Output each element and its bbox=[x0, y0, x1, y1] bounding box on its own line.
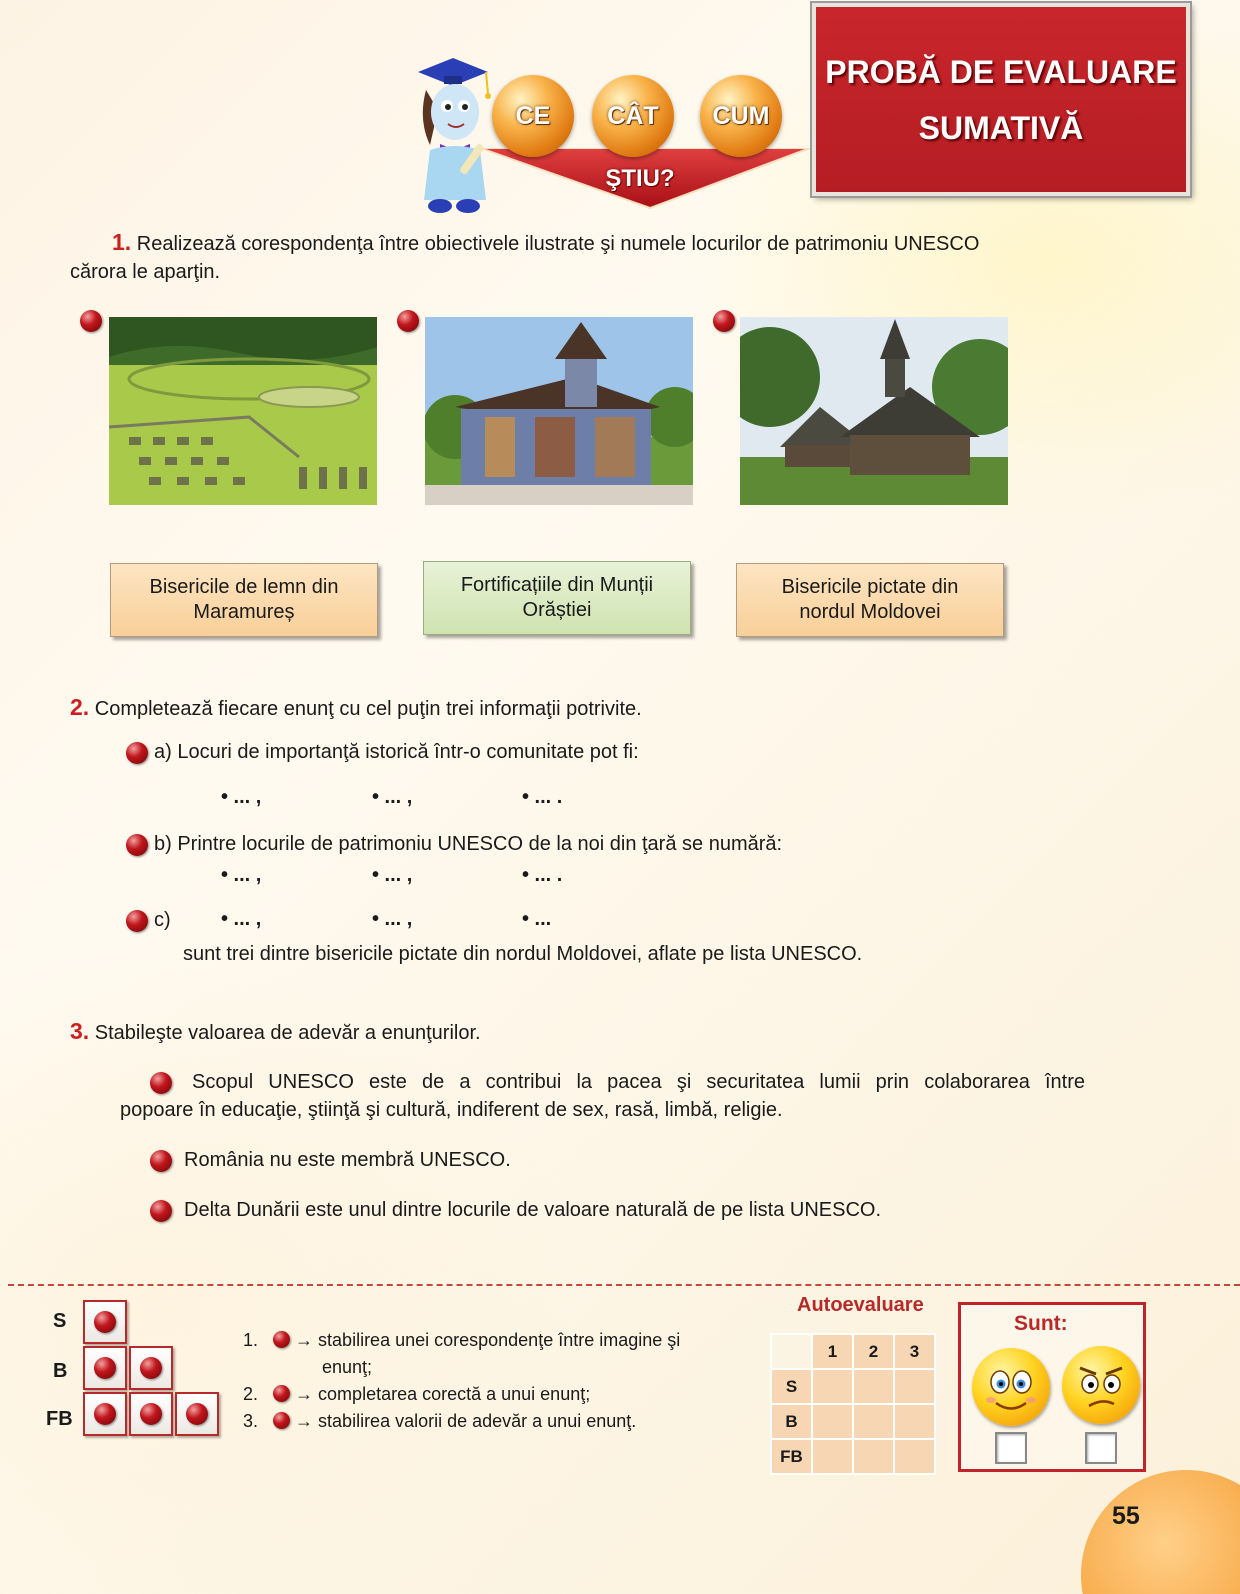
scale-cell-fb2 bbox=[129, 1392, 173, 1436]
label-2-line2: Orăștiei bbox=[522, 599, 592, 621]
ex3-statement-1-line1 bbox=[120, 1068, 1085, 1096]
legend-num-1: 1. bbox=[243, 1330, 259, 1350]
ex1-text-line2: cărora le aparţin. bbox=[70, 261, 221, 283]
legend-item-1-cont: enunţ; bbox=[322, 1357, 373, 1377]
scale-cell-fb3 bbox=[175, 1392, 219, 1436]
legend-item-3 bbox=[243, 1408, 636, 1435]
page-number-circle bbox=[1081, 1470, 1240, 1594]
ex2-bullet-c bbox=[126, 910, 148, 932]
legend-dot bbox=[273, 1412, 290, 1429]
grid-cell[interactable] bbox=[812, 1404, 853, 1439]
scale-cell-s1 bbox=[83, 1300, 127, 1344]
page-title-line1: PROBĂ DE EVALUARE bbox=[825, 53, 1177, 90]
page-number: 55 bbox=[1112, 1502, 1140, 1530]
photo-wooden-church bbox=[740, 317, 1008, 505]
ex3-statement-2: România nu este membră UNESCO. bbox=[184, 1149, 511, 1171]
ex1-instruction bbox=[70, 228, 1190, 286]
scale-label-fb: FB bbox=[46, 1408, 73, 1430]
grid-col-2: 2 bbox=[853, 1334, 894, 1369]
grid-row-fb: FB bbox=[771, 1439, 812, 1474]
label-3-line2: nordul Moldovei bbox=[799, 601, 941, 623]
grid-cell[interactable] bbox=[894, 1439, 935, 1474]
badge-orb-cum: CUM bbox=[700, 75, 782, 157]
legend-dot bbox=[273, 1331, 290, 1348]
grid-corner bbox=[771, 1334, 812, 1369]
label-painted-churches-moldova bbox=[736, 563, 1004, 637]
page-title-box bbox=[812, 3, 1190, 196]
scale-dot bbox=[94, 1403, 116, 1425]
ex3-statement-1-line2: popoare în educaţie, ştiinţă şi cultură, indiferent de sex, rasă, limbă, religie. bbox=[120, 1099, 783, 1121]
scale-dot bbox=[94, 1311, 116, 1333]
ex3-text: Stabileşte valoarea de adevăr a enunţurilor. bbox=[94, 1022, 481, 1044]
ex1-bullet-1 bbox=[80, 310, 102, 332]
badge-arrow-text: ŞTIU? bbox=[605, 165, 675, 192]
ex3-bullet-3 bbox=[150, 1200, 172, 1222]
legend-item-2 bbox=[243, 1381, 590, 1408]
legend-num-3: 3. bbox=[243, 1411, 259, 1431]
ex2-b-blank-2: • ... , bbox=[372, 864, 413, 886]
scale-label-s: S bbox=[53, 1310, 67, 1332]
checkbox-worried[interactable] bbox=[1085, 1432, 1117, 1464]
ex2-text: Completează fiecare enunţ cu cel puţin trei informaţii potrivite. bbox=[94, 698, 642, 720]
ex2-c-blank-3: • ... bbox=[522, 908, 552, 930]
ex3-bullet-2 bbox=[150, 1150, 172, 1172]
page-title-line2: SUMATIVĂ bbox=[918, 109, 1084, 146]
happy-face-icon bbox=[972, 1348, 1050, 1426]
ex2-a-text: a) Locuri de importanţă istorică într-o comunitate pot fi: bbox=[154, 741, 639, 763]
worried-face-icon bbox=[1062, 1346, 1140, 1424]
grid-row-s: S bbox=[771, 1369, 812, 1404]
label-1-line1: Bisericile de lemn din bbox=[149, 576, 339, 598]
ex2-c-blank-1: • ... , bbox=[221, 908, 262, 930]
ex2-number: 2. bbox=[70, 694, 90, 720]
footer-separator bbox=[8, 1284, 1240, 1286]
ex2-c-blank-2: • ... , bbox=[372, 908, 413, 930]
scale-dot bbox=[140, 1403, 162, 1425]
sunt-title: Sunt: bbox=[1014, 1312, 1068, 1335]
ex2-a-blank-3: • ... . bbox=[522, 786, 563, 808]
scale-dot bbox=[94, 1357, 116, 1379]
ex2-c-letter: c) bbox=[154, 909, 171, 931]
grid-col-3: 3 bbox=[894, 1334, 935, 1369]
scale-cell-fb1 bbox=[83, 1392, 127, 1436]
label-wooden-churches-maramures bbox=[110, 563, 378, 637]
ex3-instruction bbox=[70, 1017, 481, 1047]
scale-dot bbox=[186, 1403, 208, 1425]
label-fortifications-orastie bbox=[423, 561, 691, 635]
photo-painted-monastery bbox=[425, 317, 693, 505]
grid-cell[interactable] bbox=[894, 1369, 935, 1404]
ex2-a-blank-2: • ... , bbox=[372, 786, 413, 808]
ex2-bullet-b bbox=[126, 834, 148, 856]
grid-cell[interactable] bbox=[812, 1369, 853, 1404]
grid-cell[interactable] bbox=[853, 1369, 894, 1404]
badge-orb-ce: CE bbox=[492, 75, 574, 157]
ex2-b-blank-1: • ... , bbox=[221, 864, 262, 886]
autoevaluare-title: Autoevaluare bbox=[797, 1294, 924, 1316]
photo-dacian-fortress-ruins bbox=[109, 317, 377, 505]
ex2-c-text: sunt trei dintre bisericile pictate din nordul Moldovei, aflate pe lista UNESCO. bbox=[183, 943, 863, 965]
label-3-line1: Bisericile pictate din bbox=[781, 576, 959, 598]
legend-text-2: → completarea corectă a unui enunţ; bbox=[295, 1384, 591, 1404]
badge-orb-cat: CÂT bbox=[592, 75, 674, 157]
ex2-a-blank-1: • ... , bbox=[221, 786, 262, 808]
legend-dot bbox=[273, 1385, 290, 1402]
grid-cell[interactable] bbox=[894, 1404, 935, 1439]
legend-num-2: 2. bbox=[243, 1384, 259, 1404]
ex2-bullet-a bbox=[126, 742, 148, 764]
grid-row-b: B bbox=[771, 1404, 812, 1439]
ex2-b-blank-3: • ... . bbox=[522, 864, 563, 886]
ex3-s1-line1-text: Scopul UNESCO este de a contribui la pacea şi securitatea lumii prin colaborarea între bbox=[192, 1071, 1085, 1093]
ex1-text-line1: Realizează corespondenţa între obiectivele ilustrate şi numele locurilor de patrimoniu UNESCO bbox=[136, 233, 980, 255]
ex1-bullet-2 bbox=[397, 310, 419, 332]
label-1-line2: Maramureș bbox=[193, 601, 295, 623]
ex3-number: 3. bbox=[70, 1018, 90, 1044]
scale-label-b: B bbox=[53, 1360, 68, 1382]
ex1-bullet-3 bbox=[713, 310, 735, 332]
page-title bbox=[825, 44, 1176, 156]
scale-cell-b1 bbox=[83, 1346, 127, 1390]
grid-cell[interactable] bbox=[812, 1439, 853, 1474]
legend-text-1: → stabilirea unei corespondenţe între imagine şi bbox=[295, 1330, 681, 1350]
ex3-statement-3: Delta Dunării este unul dintre locurile de valoare naturală de pe lista UNESCO. bbox=[184, 1199, 882, 1221]
autoevaluare-grid bbox=[770, 1333, 936, 1475]
label-2-line1: Fortificațiile din Munții bbox=[460, 574, 654, 596]
legend-item-1 bbox=[243, 1327, 680, 1354]
grid-cell[interactable] bbox=[853, 1439, 894, 1474]
legend-text-3: → stabilirea valorii de adevăr a unui enunţ. bbox=[295, 1411, 637, 1431]
ex1-number: 1. bbox=[112, 229, 132, 255]
grid-cell[interactable] bbox=[853, 1404, 894, 1439]
checkbox-happy[interactable] bbox=[995, 1432, 1027, 1464]
scale-dot bbox=[140, 1357, 162, 1379]
ex2-b-text: b) Printre locurile de patrimoniu UNESCO de la noi din ţară se numără: bbox=[154, 833, 783, 855]
ex2-instruction bbox=[70, 693, 642, 723]
grid-col-1: 1 bbox=[812, 1334, 853, 1369]
scale-cell-b2 bbox=[129, 1346, 173, 1390]
